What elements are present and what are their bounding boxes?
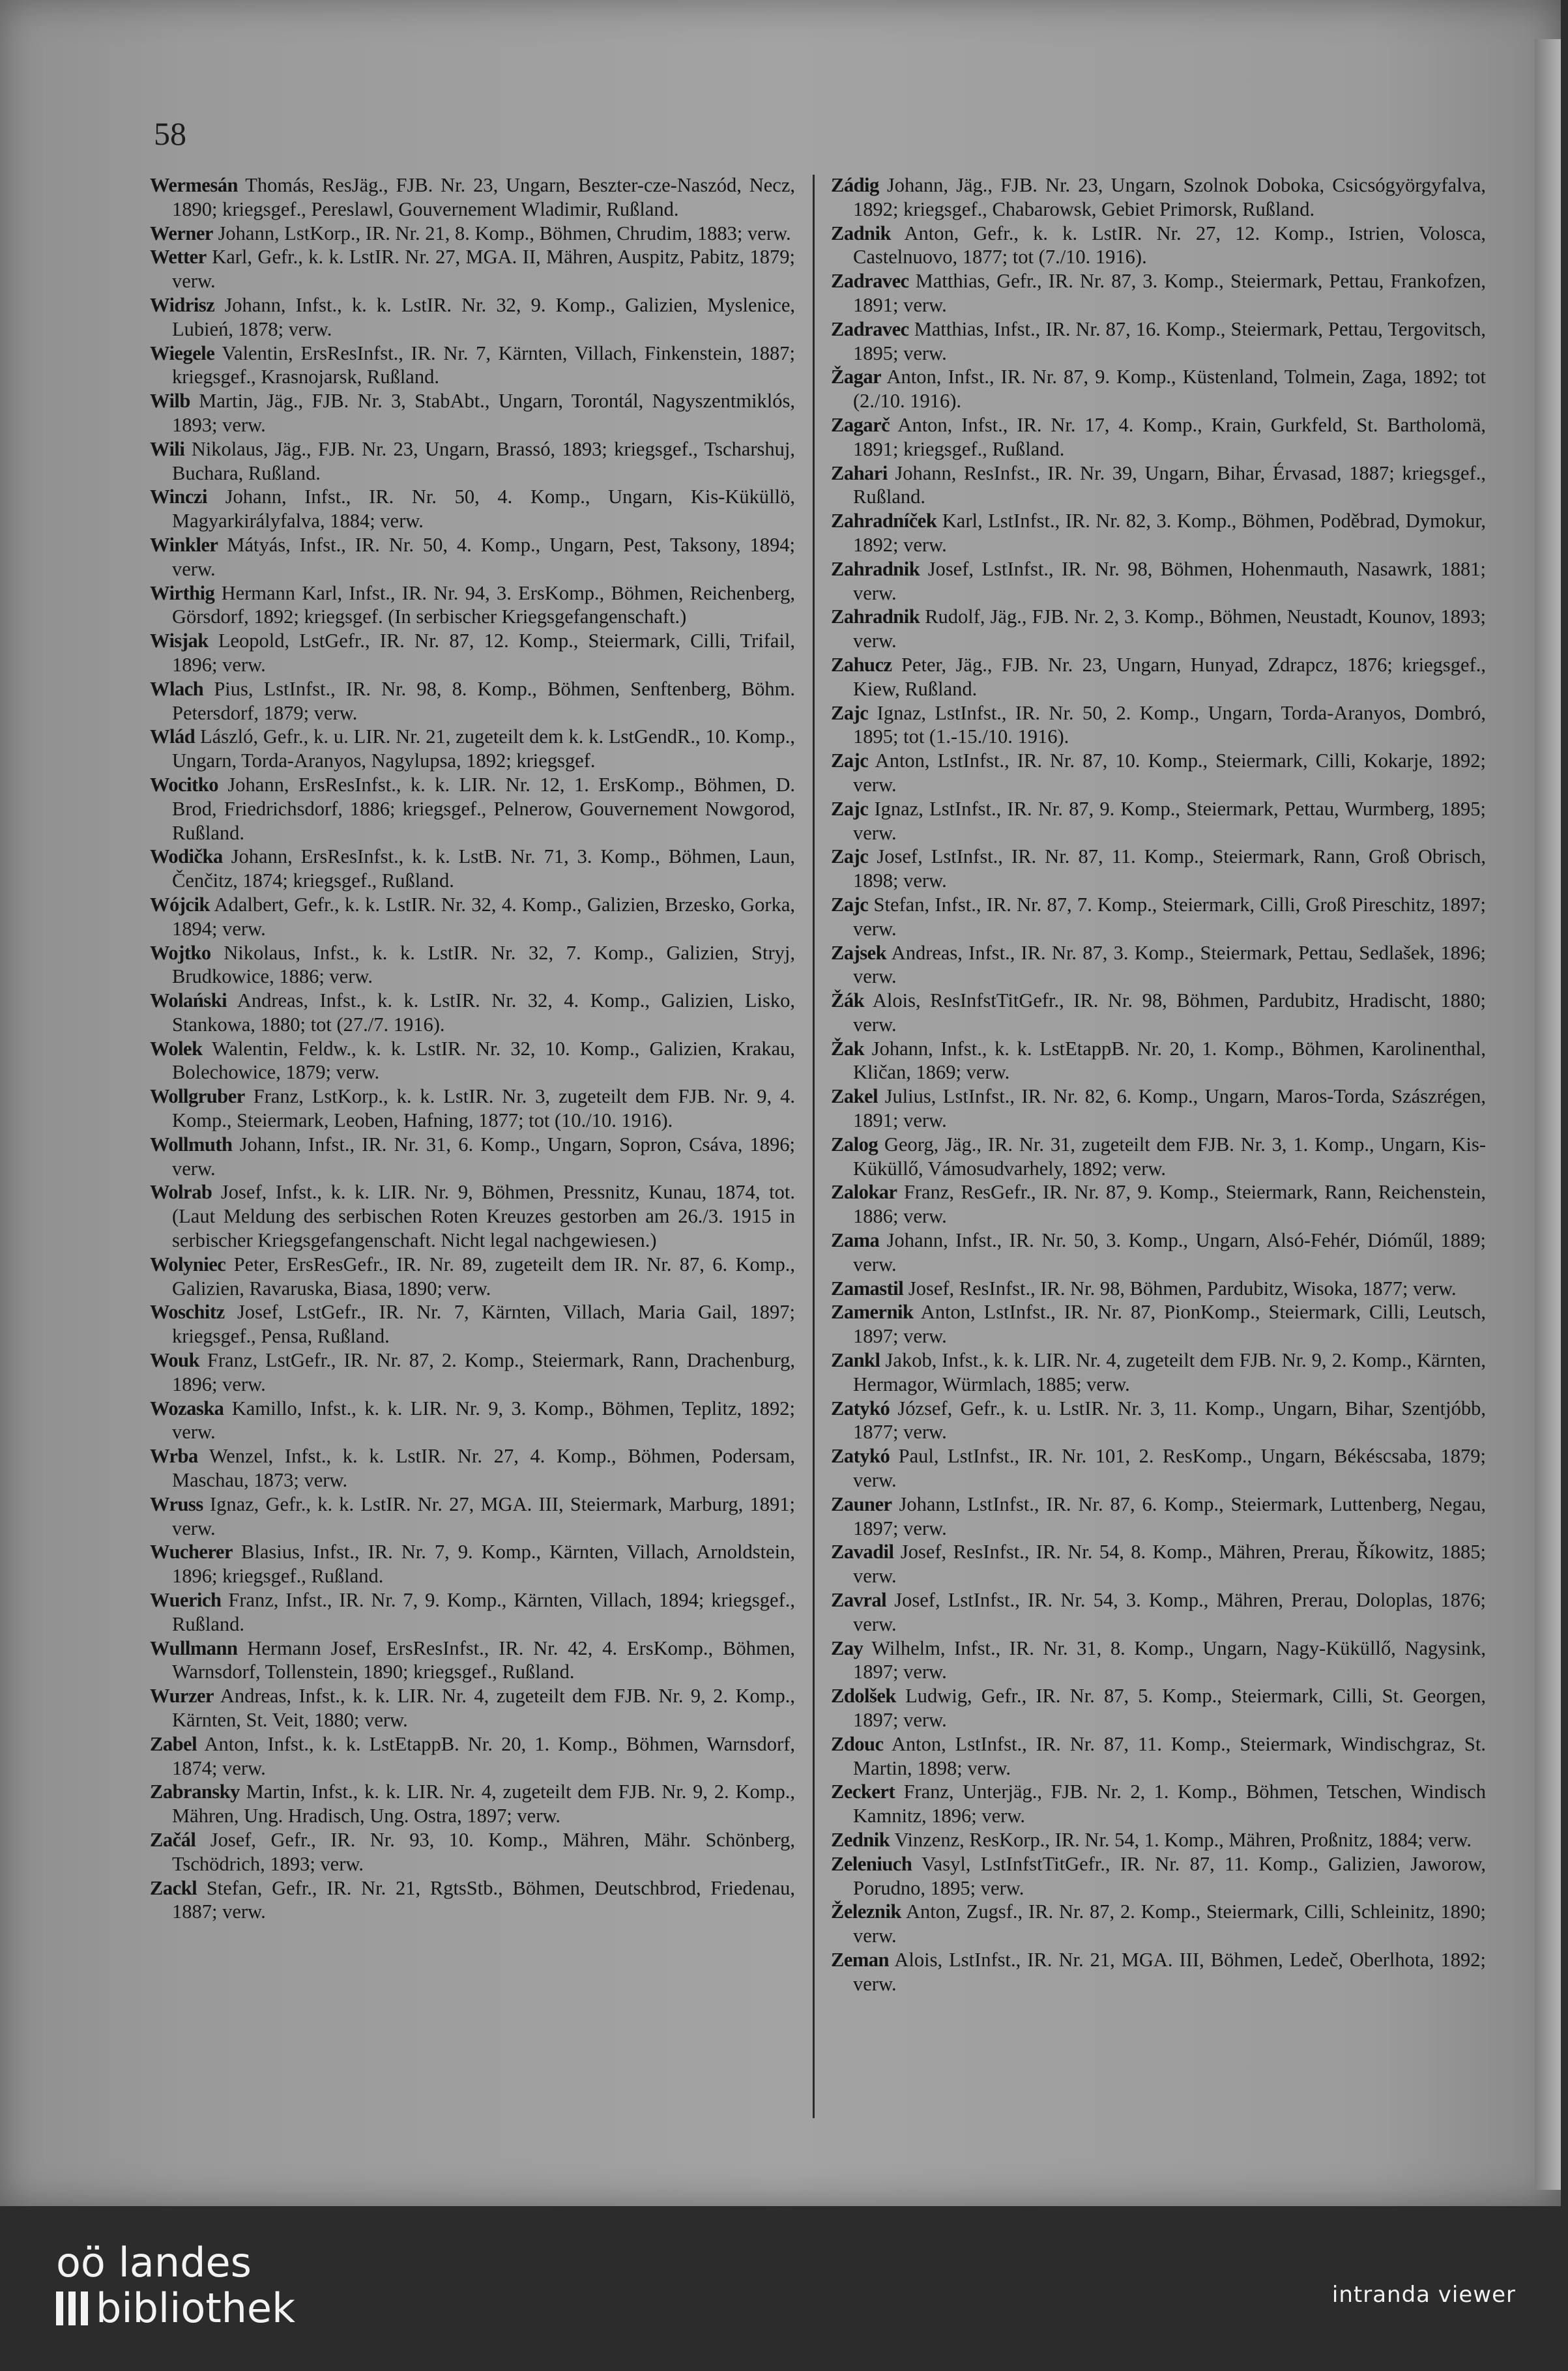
entry-surname: Zakel — [831, 1085, 878, 1108]
entry-surname: Wilb — [150, 390, 190, 413]
entry-details: Andreas, Infst., k. k. LIR. Nr. 4, zugeteilt dem FJB. Nr. 9, 2. Komp., Kärnten, St. Veit, 1880; verw. — [172, 1685, 795, 1731]
entry-surname: Zajsek — [831, 941, 887, 964]
entry-details: László, Gefr., k. u. LIR. Nr. 21, zugeteilt dem k. k. LstGendR., 10. Komp., Ungarn, Torda-Aranyos, Nagylupsa, 1892; kriegsgef. — [172, 725, 795, 772]
list-entry — [150, 725, 795, 773]
list-entry — [831, 365, 1486, 413]
entry-details: Martin, Infst., k. k. LIR. Nr. 4, zugeteilt dem FJB. Nr. 9, 2. Komp., Mähren, Ung. Hradisch, Ung. Ostra, 1897; verw. — [172, 1781, 795, 1827]
entry-details: Josef, Gefr., IR. Nr. 93, 10. Komp., Mähren, Mähr. Schönberg, Tschödrich, 1893; verw. — [172, 1828, 795, 1875]
library-logo[interactable] — [56, 2240, 295, 2331]
entry-surname: Zajc — [831, 701, 869, 724]
list-entry — [831, 1397, 1486, 1445]
entry-details: Franz, ResGefr., IR. Nr. 87, 9. Komp., Steiermark, Rann, Reichenstein, 1886; verw. — [853, 1181, 1486, 1228]
entry-surname: Widrisz — [150, 293, 215, 316]
entry-details: Ludwig, Gefr., IR. Nr. 87, 5. Komp., Steiermark, Cilli, St. Georgen, 1897; verw. — [853, 1685, 1486, 1731]
list-entry — [150, 1037, 795, 1085]
list-entry — [831, 1852, 1486, 1900]
entry-surname: Zahradnik — [831, 557, 920, 580]
list-entry — [150, 1253, 795, 1301]
list-entry — [150, 1828, 795, 1876]
entry-surname: Zadravec — [831, 317, 909, 340]
list-entry — [831, 317, 1486, 366]
list-entry — [831, 509, 1486, 557]
list-entry — [831, 1492, 1486, 1541]
list-entry — [150, 437, 795, 486]
logo-line-2: bibliothek — [96, 2284, 295, 2332]
page-edge — [1535, 39, 1561, 2190]
entry-surname: Zajc — [831, 749, 869, 772]
entry-details: Stefan, Gefr., IR. Nr. 21, RgtsStb., Böhmen, Deutschbrod, Friedenau, 1887; verw. — [172, 1876, 795, 1923]
list-entry — [831, 1900, 1486, 1948]
entry-surname: Wouk — [150, 1349, 199, 1372]
entry-details: Anton, Gefr., k. k. LstIR. Nr. 27, 12. Komp., Istrien, Volosca, Castelnuovo, 1877; tot (7./10. 1916). — [853, 222, 1486, 269]
list-entry — [831, 269, 1486, 317]
entry-surname: Wruss — [150, 1492, 203, 1515]
entry-details: Stefan, Infst., IR. Nr. 87, 7. Komp., Steiermark, Cilli, Groß Pireschitz, 1897; verw. — [853, 893, 1486, 940]
entry-surname: Wiegele — [150, 342, 215, 364]
entry-details: Anton, LstInfst., IR. Nr. 87, 11. Komp., Steiermark, Windischgraz, St. Martin, 1898; verw. — [853, 1732, 1486, 1779]
entry-details: Johann, ErsResInfst., k. k. LstB. Nr. 71, 3. Komp., Böhmen, Laun, Čenčitz, 1874; kriegsgef., Rußland. — [172, 845, 795, 892]
entry-surname: Zamernik — [831, 1301, 914, 1324]
entry-surname: Zay — [831, 1636, 864, 1659]
list-entry — [150, 893, 795, 941]
entry-surname: Woschitz — [150, 1301, 225, 1324]
entry-details: Johann, LstInfst., IR. Nr. 87, 6. Komp., Steiermark, Luttenberg, Negau, 1897; verw. — [853, 1492, 1486, 1539]
entry-details: Jakob, Infst., k. k. LIR. Nr. 4, zugeteilt dem FJB. Nr. 9, 2. Komp., Kärnten, Hermagor, Würmlach, 1885; verw. — [853, 1349, 1486, 1395]
list-entry — [831, 845, 1486, 893]
list-entry — [831, 461, 1486, 510]
entry-surname: Zadravec — [831, 270, 909, 293]
list-entry — [831, 797, 1486, 845]
entry-surname: Zankl — [831, 1349, 880, 1372]
entry-details: Johann, Infst., k. k. LstEtappB. Nr. 20, 1. Komp., Böhmen, Karolinenthal, Kličan, 1869; verw. — [853, 1037, 1486, 1084]
entry-details: Franz, Infst., IR. Nr. 7, 9. Komp., Kärnten, Villach, 1894; kriegsgef., Rußland. — [172, 1589, 795, 1635]
entry-surname: Wurzer — [150, 1685, 214, 1708]
entry-details: Hermann Karl, Infst., IR. Nr. 94, 3. ErsKomp., Böhmen, Reichenberg, Görsdorf, 1892; kriegsgef. (In serbischer Kriegsgefangenschaft.) — [172, 581, 795, 628]
list-entry — [831, 701, 1486, 749]
entry-details: József, Gefr., k. u. LstIR. Nr. 3, 11. Komp., Ungarn, Bihar, Szentjóbb, 1877; verw. — [853, 1397, 1486, 1444]
entry-details: Anton, Infst., IR. Nr. 87, 9. Komp., Küstenland, Tolmein, Zaga, 1892; tot (2./10. 1916). — [853, 366, 1486, 413]
entry-surname: Zahradníček — [831, 510, 937, 532]
entry-details: Anton, LstInfst., IR. Nr. 87, PionKomp., Steiermark, Cilli, Leutsch, 1897; verw. — [853, 1301, 1486, 1348]
entry-details: Johann, Jäg., FJB. Nr. 23, Ungarn, Szolnok Doboka, Csicsógyörgyfalva, 1892; kriegsgef., Chabarowsk, Gebiet Primorsk, Rußland. — [853, 174, 1486, 220]
entry-details: Ignaz, LstInfst., IR. Nr. 87, 9. Komp., Steiermark, Pettau, Wurmberg, 1895; verw. — [853, 797, 1486, 844]
list-entry — [831, 1180, 1486, 1229]
list-entry — [150, 629, 795, 677]
list-entry — [150, 389, 795, 437]
entry-surname: Wullmann — [150, 1636, 238, 1659]
entry-surname: Wodička — [150, 845, 223, 868]
entry-surname: Zamastil — [831, 1277, 904, 1300]
list-entry — [150, 1588, 795, 1636]
list-entry — [150, 173, 795, 222]
entry-surname: Žak — [831, 1037, 865, 1060]
entry-surname: Zajc — [831, 797, 869, 820]
list-entry — [150, 941, 795, 989]
entry-surname: Wetter — [150, 246, 207, 269]
list-entry — [150, 1444, 795, 1492]
entry-details: Peter, Jäg., FJB. Nr. 23, Ungarn, Hunyad, Zdrapcz, 1876; kriegsgef., Kiew, Rußland. — [853, 653, 1486, 700]
entry-surname: Zeleniuch — [831, 1852, 912, 1875]
list-entry — [150, 293, 795, 342]
entry-details: Martin, Jäg., FJB. Nr. 3, StabAbt., Ungarn, Torontál, Nagyszentmiklós, 1893; verw. — [172, 390, 795, 436]
entry-details: Paul, LstInfst., IR. Nr. 101, 2. ResKomp., Ungarn, Békéscsaba, 1879; verw. — [853, 1445, 1486, 1492]
entry-surname: Žagar — [831, 366, 882, 388]
entry-details: Thomás, ResJäg., FJB. Nr. 23, Ungarn, Beszter-cze-Naszód, Necz, 1890; kriegsgef., Pereslawl, Gouvernement Wladimir, Rußland. — [172, 174, 795, 220]
list-entry — [150, 1300, 795, 1348]
list-entry — [150, 222, 795, 246]
entry-details: Vinzenz, ResKorp., IR. Nr. 54, 1. Komp., Mähren, Proßnitz, 1884; verw. — [890, 1828, 1472, 1851]
list-entry — [150, 581, 795, 630]
entry-details: Johann, ErsResInfst., k. k. LIR. Nr. 12, 1. ErsKomp., Böhmen, D. Brod, Friedrichsdorf, 1886; kriegsgef., Pelnerow, Gouvernement Nowgorod, Rußland. — [172, 773, 795, 844]
entry-details: Franz, LstKorp., k. k. LstIR. Nr. 3, zugeteilt dem FJB. Nr. 9, 4. Komp., Steiermark, Leoben, Hafning, 1877; tot (10./10. 1916). — [172, 1085, 795, 1132]
entry-surname: Wójcik — [150, 893, 210, 916]
entry-details: Johann, Infst., k. k. LstIR. Nr. 32, 9. Komp., Galizien, Myslenice, Lubień, 1878; verw. — [172, 293, 795, 340]
entry-surname: Zahari — [831, 461, 888, 484]
entry-details: Anton, Infst., IR. Nr. 17, 4. Komp., Krain, Gurkfeld, St. Bartholomä, 1891; kriegsgef., Rußland. — [853, 413, 1486, 460]
entry-details: Anton, Infst., k. k. LstEtappB. Nr. 20, 1. Komp., Böhmen, Warnsdorf, 1874; verw. — [172, 1732, 795, 1779]
entry-details: Wenzel, Infst., k. k. LstIR. Nr. 27, 4. Komp., Böhmen, Podersam, Maschau, 1873; verw. — [172, 1445, 795, 1492]
entry-details: Anton, LstInfst., IR. Nr. 87, 10. Komp., Steiermark, Cilli, Kokarje, 1892; verw. — [853, 749, 1486, 796]
list-entry — [831, 605, 1486, 653]
list-entry — [831, 413, 1486, 461]
logo-bars-icon — [56, 2291, 88, 2325]
list-entry — [831, 1636, 1486, 1685]
entry-details: Franz, Unterjäg., FJB. Nr. 2, 1. Komp., Böhmen, Tetschen, Windisch Kamnitz, 1896; verw. — [853, 1781, 1486, 1827]
left-column — [150, 173, 795, 1924]
entry-details: Kamillo, Infst., k. k. LIR. Nr. 9, 3. Komp., Böhmen, Teplitz, 1892; verw. — [172, 1397, 795, 1444]
entry-surname: Wolański — [150, 989, 227, 1012]
list-entry — [831, 1540, 1486, 1588]
list-entry — [150, 1397, 795, 1445]
list-entry — [831, 1084, 1486, 1133]
list-entry — [831, 1828, 1486, 1852]
entry-surname: Zavral — [831, 1589, 887, 1612]
entry-details: Alois, ResInfstTitGefr., IR. Nr. 98, Böhmen, Pardubitz, Hradischt, 1880; verw. — [853, 989, 1486, 1036]
list-entry — [150, 245, 795, 293]
list-entry — [150, 677, 795, 725]
list-entry — [150, 845, 795, 893]
list-entry — [150, 1348, 795, 1397]
list-entry — [150, 1780, 795, 1828]
entry-details: Johann, Infst., IR. Nr. 31, 6. Komp., Ungarn, Sopron, Csáva, 1896; verw. — [172, 1133, 795, 1180]
entry-details: Rudolf, Jäg., FJB. Nr. 2, 3. Komp., Böhmen, Neustadt, Kounov, 1893; verw. — [853, 605, 1486, 652]
list-entry — [831, 1300, 1486, 1348]
list-entry — [831, 1780, 1486, 1828]
entry-surname: Wirthig — [150, 581, 215, 604]
list-entry — [150, 773, 795, 845]
entry-surname: Wojtko — [150, 941, 211, 964]
entry-surname: Wisjak — [150, 630, 209, 652]
entry-surname: Wolrab — [150, 1181, 212, 1204]
viewer-footer — [0, 2206, 1568, 2371]
entry-details: Adalbert, Gefr., k. k. LstIR. Nr. 32, 4. Komp., Galizien, Brzesko, Gorka, 1894; verw. — [172, 893, 795, 940]
entry-surname: Zauner — [831, 1492, 892, 1515]
entry-details: Karl, LstInfst., IR. Nr. 82, 3. Komp., Böhmen, Poděbrad, Dymokur, 1892; verw. — [853, 510, 1486, 556]
entry-details: Franz, LstGefr., IR. Nr. 87, 2. Komp., Steiermark, Rann, Drachenburg, 1896; verw. — [172, 1349, 795, 1395]
entry-surname: Žák — [831, 989, 865, 1012]
entry-surname: Wrba — [150, 1445, 198, 1468]
entry-details: Josef, LstInfst., IR. Nr. 98, Böhmen, Hohenmauth, Nasawrk, 1881; verw. — [853, 557, 1486, 604]
entry-surname: Winczi — [150, 486, 207, 508]
list-entry — [831, 749, 1486, 797]
list-entry — [150, 533, 795, 581]
entry-surname: Werner — [150, 222, 213, 244]
entry-details: Matthias, Gefr., IR. Nr. 87, 3. Komp., Steiermark, Pettau, Frankofzen, 1891; verw. — [853, 270, 1486, 316]
entry-details: Matthias, Infst., IR. Nr. 87, 16. Komp., Steiermark, Pettau, Tergovitsch, 1895; verw. — [853, 317, 1486, 364]
entry-details: Josef, LstGefr., IR. Nr. 7, Kärnten, Villach, Maria Gail, 1897; kriegsgef., Pensa, Rußland. — [172, 1301, 795, 1348]
list-entry — [831, 989, 1486, 1037]
entry-details: Peter, ErsResGefr., IR. Nr. 89, zugeteilt dem IR. Nr. 87, 6. Komp., Galizien, Ravaruska, Biasa, 1890; verw. — [172, 1253, 795, 1300]
entry-details: Ignaz, Gefr., k. k. LstIR. Nr. 27, MGA. III, Steiermark, Marburg, 1891; verw. — [172, 1492, 795, 1539]
entry-surname: Zahradnik — [831, 605, 920, 628]
entry-details: Andreas, Infst., IR. Nr. 87, 3. Komp., Steiermark, Pettau, Sedlašek, 1896; verw. — [853, 941, 1486, 988]
entry-surname: Zabransky — [150, 1781, 240, 1803]
entry-surname: Wolek — [150, 1037, 203, 1060]
entry-surname: Zalokar — [831, 1181, 897, 1204]
entry-details: Nikolaus, Infst., k. k. LstIR. Nr. 32, 7. Komp., Galizien, Stryj, Brudkowice, 1886; verw. — [172, 941, 795, 988]
list-entry — [831, 1948, 1486, 1996]
list-entry — [831, 1277, 1486, 1301]
entry-surname: Wollmuth — [150, 1133, 233, 1156]
entry-details: Johann, Infst., IR. Nr. 50, 4. Komp., Ungarn, Kis-Küküllö, Magyarkirályfalva, 1884; verw. — [172, 486, 795, 532]
entry-surname: Wolyniec — [150, 1253, 226, 1275]
list-entry — [150, 485, 795, 533]
entry-surname: Zatykó — [831, 1397, 890, 1419]
logo-line-1: oö landes — [56, 2239, 252, 2286]
entry-details: Johann, ResInfst., IR. Nr. 39, Ungarn, Bihar, Érvasad, 1887; kriegsgef., Rußland. — [853, 461, 1486, 508]
entry-details: Karl, Gefr., k. k. LstIR. Nr. 27, MGA. II, Mähren, Auspitz, Pabitz, 1879; verw. — [172, 246, 795, 293]
list-entry — [150, 1684, 795, 1732]
entry-surname: Zama — [831, 1229, 880, 1252]
list-entry — [831, 1037, 1486, 1085]
entry-details: Vasyl, LstInfstTitGefr., IR. Nr. 87, 11. Komp., Galizien, Jaworow, Porudno, 1895; verw. — [853, 1852, 1486, 1899]
entry-surname: Wuerich — [150, 1589, 222, 1612]
entry-surname: Zalog — [831, 1133, 878, 1156]
entry-surname: Zadnik — [831, 222, 891, 244]
list-entry — [831, 1684, 1486, 1732]
entry-surname: Zajc — [831, 845, 869, 868]
entry-surname: Wocitko — [150, 773, 218, 796]
list-entry — [831, 557, 1486, 605]
list-entry — [831, 1133, 1486, 1181]
entry-details: Hermann Josef, ErsResInfst., IR. Nr. 42, 4. ErsKomp., Böhmen, Warnsdorf, Tollenstein, 1890; kriegsgef., Rußland. — [172, 1636, 795, 1683]
entry-surname: Zahucz — [831, 653, 892, 676]
entry-surname: Zavadil — [831, 1541, 894, 1564]
entry-surname: Železnik — [831, 1900, 901, 1923]
entry-surname: Zeckert — [831, 1781, 895, 1803]
entry-details: Mátyás, Infst., IR. Nr. 50, 4. Komp., Ungarn, Pest, Taksony, 1894; verw. — [172, 533, 795, 580]
list-entry — [150, 1133, 795, 1181]
list-entry — [831, 1229, 1486, 1277]
entry-details: Johann, Infst., IR. Nr. 50, 3. Komp., Ungarn, Alsó-Fehér, Dióműl, 1889; verw. — [853, 1229, 1486, 1275]
entry-details: Julius, LstInfst., IR. Nr. 82, 6. Komp., Ungarn, Maros-Torda, Szászrégen, 1891; verw. — [853, 1085, 1486, 1132]
list-entry — [831, 1444, 1486, 1492]
list-entry — [831, 1732, 1486, 1781]
entry-details: Alois, LstInfst., IR. Nr. 21, MGA. III, Böhmen, Ledeč, Oberlhota, 1892; verw. — [853, 1948, 1486, 1995]
list-entry — [150, 1180, 795, 1252]
entry-surname: Wlád — [150, 725, 196, 748]
entry-details: Josef, ResInfst., IR. Nr. 98, Böhmen, Pardubitz, Wisoka, 1877; verw. — [903, 1277, 1457, 1300]
list-entry — [831, 893, 1486, 941]
entry-surname: Začál — [150, 1828, 196, 1851]
entry-details: Walentin, Feldw., k. k. LstIR. Nr. 32, 10. Komp., Galizien, Krakau, Bolechowice, 1879; verw. — [172, 1037, 795, 1084]
entry-details: Leopold, LstGefr., IR. Nr. 87, 12. Komp., Steiermark, Cilli, Trifail, 1896; verw. — [172, 630, 795, 676]
list-entry — [831, 653, 1486, 701]
entry-surname: Wili — [150, 437, 185, 460]
list-entry — [150, 342, 795, 390]
column-divider — [813, 175, 815, 2118]
entry-details: Georg, Jäg., IR. Nr. 31, zugeteilt dem FJB. Nr. 3, 1. Komp., Ungarn, Kis-Küküllő, Vámosudvarhely, 1892; verw. — [853, 1133, 1486, 1180]
entry-details: Ignaz, LstInfst., IR. Nr. 50, 2. Komp., Ungarn, Torda-Aranyos, Dombró, 1895; tot (1.-15./10. 1916). — [853, 701, 1486, 748]
entry-surname: Wermesán — [150, 174, 238, 196]
viewer-label[interactable]: intranda viewer — [1331, 2282, 1516, 2308]
entry-surname: Zdolšek — [831, 1685, 896, 1708]
entry-surname: Zackl — [150, 1876, 197, 1899]
list-entry — [150, 1540, 795, 1588]
list-entry — [831, 173, 1486, 222]
entry-surname: Zatykó — [831, 1445, 890, 1468]
list-entry — [150, 1084, 795, 1133]
entry-details: Josef, Infst., k. k. LIR. Nr. 9, Böhmen, Pressnitz, Kunau, 1874, tot. (Laut Meldung des serbischen Roten Kreuzes gestorben am 26./3. 1915 in serbischer Kriegsgefangenschaft. Nicht legal nachgewiesen.) — [172, 1181, 795, 1252]
entry-details: Anton, Zugsf., IR. Nr. 87, 2. Komp., Steiermark, Cilli, Schleinitz, 1890; verw. — [853, 1900, 1486, 1947]
entry-surname: Zdouc — [831, 1732, 884, 1755]
entry-details: Wilhelm, Infst., IR. Nr. 31, 8. Komp., Ungarn, Nagy-Küküllő, Nagysink, 1897; verw. — [853, 1636, 1486, 1683]
list-entry — [150, 1876, 795, 1925]
list-entry — [831, 1348, 1486, 1397]
page-number: 58 — [154, 115, 186, 152]
list-entry — [150, 1636, 795, 1685]
entry-surname: Wollgruber — [150, 1085, 245, 1108]
list-entry — [150, 1732, 795, 1781]
entry-surname: Zádig — [831, 174, 879, 196]
entry-surname: Zeman — [831, 1948, 889, 1971]
entry-surname: Zednik — [831, 1828, 890, 1851]
list-entry — [150, 989, 795, 1037]
entry-details: Josef, LstInfst., IR. Nr. 87, 11. Komp., Steiermark, Rann, Groß Obrisch, 1898; verw. — [853, 845, 1486, 892]
entry-details: Josef, ResInfst., IR. Nr. 54, 8. Komp., Mähren, Prerau, Říkowitz, 1885; verw. — [853, 1541, 1486, 1588]
entry-surname: Wlach — [150, 677, 204, 700]
entry-surname: Wozaska — [150, 1397, 224, 1419]
list-entry — [831, 222, 1486, 270]
entry-details: Nikolaus, Jäg., FJB. Nr. 23, Ungarn, Brassó, 1893; kriegsgef., Tscharshuj, Buchara, Rußland. — [172, 437, 795, 484]
entry-details: Blasius, Infst., IR. Nr. 7, 9. Komp., Kärnten, Villach, Arnoldstein, 1896; kriegsgef., Rußland. — [172, 1541, 795, 1588]
entry-surname: Wucherer — [150, 1541, 233, 1564]
entry-details: Josef, LstInfst., IR. Nr. 54, 3. Komp., Mähren, Prerau, Doloplas, 1876; verw. — [853, 1589, 1486, 1635]
right-column — [831, 173, 1486, 1996]
list-entry — [150, 1492, 795, 1541]
entry-details: Johann, LstKorp., IR. Nr. 21, 8. Komp., Böhmen, Chrudim, 1883; verw. — [212, 222, 791, 244]
entry-surname: Zajc — [831, 893, 869, 916]
entry-details: Pius, LstInfst., IR. Nr. 98, 8. Komp., Böhmen, Senftenberg, Böhm. Petersdorf, 1879; verw. — [172, 677, 795, 724]
list-entry — [831, 1588, 1486, 1636]
list-entry — [831, 941, 1486, 989]
entry-details: Valentin, ErsResInfst., IR. Nr. 7, Kärnten, Villach, Finkenstein, 1887; kriegsgef., Krasnojarsk, Rußland. — [172, 342, 795, 388]
entry-surname: Zagarč — [831, 413, 890, 436]
entry-details: Andreas, Infst., k. k. LstIR. Nr. 32, 4. Komp., Galizien, Lisko, Stankowa, 1880; tot (27./7. 1916). — [172, 989, 795, 1036]
entry-surname: Winkler — [150, 533, 218, 556]
entry-surname: Zabel — [150, 1732, 197, 1755]
